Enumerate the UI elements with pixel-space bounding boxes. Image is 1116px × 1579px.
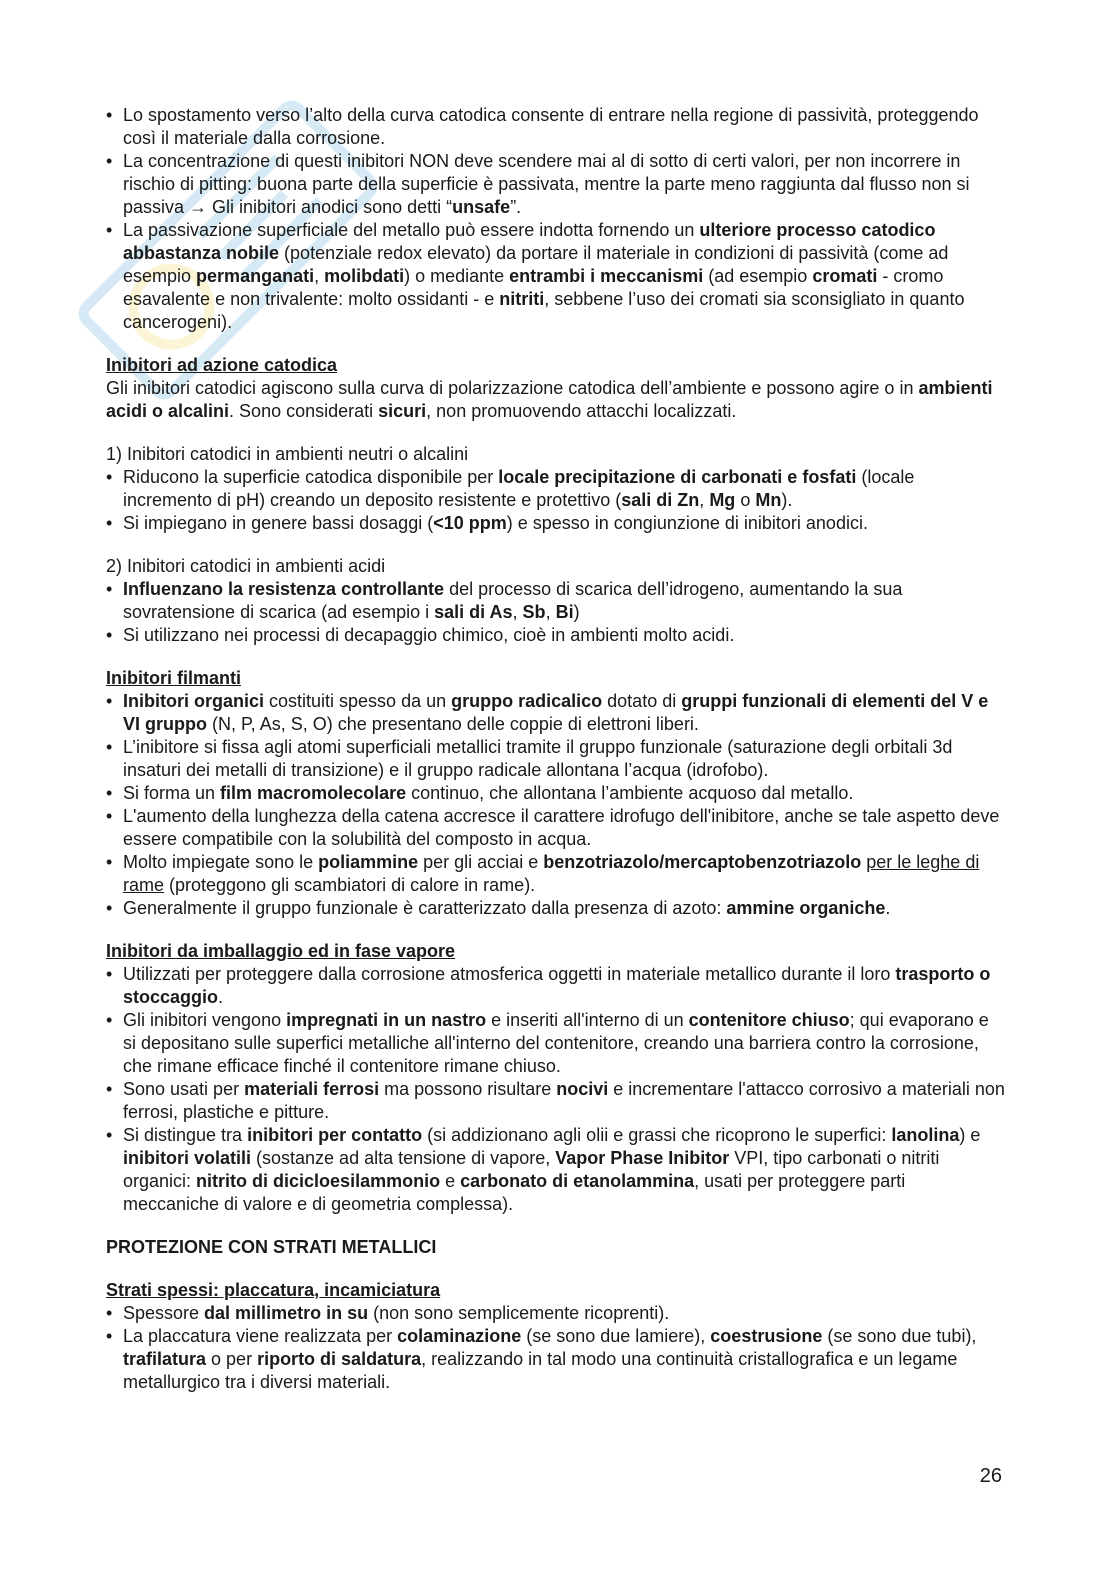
bold-text: sali di As xyxy=(434,602,513,622)
text-run: ) e spesso in congiunzione di inibitori anodici. xyxy=(506,513,868,533)
section-heading: Strati spessi: placcatura, incamiciatura xyxy=(106,1280,441,1300)
text-run: Riducono la superficie catodica disponibile per xyxy=(123,467,499,487)
text-run: ma possono risultare xyxy=(379,1079,557,1099)
text-run: ) e xyxy=(959,1125,981,1145)
bold-text: nocivi xyxy=(556,1079,609,1099)
bullet-list xyxy=(106,690,1006,920)
text-run: , xyxy=(545,602,556,622)
text-run: Molto impiegate sono le xyxy=(123,852,319,872)
section-heading: Inibitori ad azione catodica xyxy=(106,355,338,375)
text-run: Generalmente il gruppo funzionale è caratterizzato dalla presenza di azoto: xyxy=(123,898,727,918)
spacer xyxy=(106,423,1006,443)
bold-text: sicuri xyxy=(378,401,427,421)
underlined-text: per le leghe di rame xyxy=(123,852,980,895)
bold-text: locale precipitazione di carbonati e fosfati xyxy=(498,467,857,487)
text-run: dotato di xyxy=(602,691,682,711)
text-run: , xyxy=(314,266,325,286)
text-run: Lo spostamento verso l’alto della curva catodica consente di entrare nella regione di passività, proteggendo così il materiale dalla corrosione. xyxy=(123,105,979,148)
text-run: - cromo esavalente e non trivalente: molto ossidanti - e xyxy=(123,266,944,309)
text-run: , sebbene l’uso dei cromati sia sconsigliato in quanto cancerogeni). xyxy=(123,289,965,332)
text-run: (sostanze ad alta tensione di vapore, xyxy=(251,1148,556,1168)
bullet-item xyxy=(106,1009,1006,1078)
text-run: per gli acciai e xyxy=(418,852,544,872)
bold-text: Mn xyxy=(755,490,782,510)
bullet-list xyxy=(106,578,1006,647)
bold-text: ulteriore processo catodico abbastanza nobile xyxy=(123,220,936,263)
text-run: e inseriti all'interno di un xyxy=(486,1010,689,1030)
bold-text: poliammine xyxy=(318,852,419,872)
bold-text: film macromolecolare xyxy=(220,783,407,803)
bullet-item xyxy=(106,512,1006,535)
text-run: . Sono considerati xyxy=(229,401,379,421)
bold-text: unsafe xyxy=(452,197,511,217)
text-run: Sono usati per xyxy=(123,1079,245,1099)
bullet-item xyxy=(106,578,1006,624)
paragraph xyxy=(106,555,1006,578)
bold-text: ammine organiche xyxy=(726,898,886,918)
text-run: o xyxy=(735,490,756,510)
bold-text: nitrito di dicicloesilammonio xyxy=(196,1171,441,1191)
text-run: VPI, tipo carbonati o nitriti organici: xyxy=(123,1148,940,1191)
bold-text: Vapor Phase Inibitor xyxy=(555,1148,730,1168)
bullet-list xyxy=(106,963,1006,1216)
bullet-item xyxy=(106,851,1006,897)
text-run: Si impiegano in genere bassi dosaggi ( xyxy=(123,513,434,533)
spacer xyxy=(106,647,1006,667)
bold-text: carbonato di etanolammina xyxy=(460,1171,695,1191)
text-run: del processo di scarica dell’idrogeno, aumentando la sua sovratensione di scarica (ad esempio i xyxy=(123,579,903,622)
text-run: Si distingue tra xyxy=(123,1125,248,1145)
bold-text: trafilatura xyxy=(123,1349,207,1369)
text-run: e incrementare l'attacco corrosivo a materiali non ferrosi, plastiche e pitture. xyxy=(123,1079,1005,1122)
text-run: Gli inibitori vengono xyxy=(123,1010,287,1030)
bold-text: coestrusione xyxy=(710,1326,823,1346)
bold-text: cromati xyxy=(812,266,878,286)
bullet-item xyxy=(106,1325,1006,1394)
page-number: 26 xyxy=(979,1465,1002,1487)
text-run: Spessore xyxy=(123,1303,205,1323)
bullet-item xyxy=(106,150,1006,219)
bold-text: sali di Zn xyxy=(621,490,700,510)
spacer xyxy=(106,1216,1006,1236)
chapter-title: PROTEZIONE CON STRATI METALLICI xyxy=(106,1237,437,1257)
text-run: ). xyxy=(781,490,793,510)
text-run: Si utilizzano nei processi di decapaggio chimico, cioè in ambienti molto acidi. xyxy=(123,625,735,645)
text-run: ) o mediante xyxy=(404,266,510,286)
text-run: Si forma un xyxy=(123,783,221,803)
text-run: costituiti spesso da un xyxy=(264,691,452,711)
spacer xyxy=(106,334,1006,354)
text-run: (se sono due tubi), xyxy=(822,1326,977,1346)
bullet-item xyxy=(106,219,1006,334)
text-run: , usati per proteggere parti meccaniche di valore e di geometria complessa). xyxy=(123,1171,906,1214)
bold-text: Mg xyxy=(709,490,736,510)
text-run: continuo, che allontana l’ambiente acquoso dal metallo. xyxy=(406,783,854,803)
bullet-list xyxy=(106,1302,1006,1394)
text-run: ; qui evaporano e si depositano sulle superfici metalliche all'interno del contenitore, creando una barriera contro la corrosione, che rimane efficace finché il contenitore rimane chiuso. xyxy=(123,1010,989,1076)
text-run: (ad esempio xyxy=(703,266,813,286)
text-run: (potenziale redox elevato) da portare il materiale in condizioni di passività (come ad esempio xyxy=(123,243,949,286)
bullet-item xyxy=(106,1124,1006,1216)
text-run: La passivazione superficiale del metallo può essere indotta fornendo un xyxy=(123,220,700,240)
text-run: La placcatura viene realizzata per xyxy=(123,1326,398,1346)
bold-text: benzotriazolo/mercaptobenzotriazolo xyxy=(543,852,862,872)
text-run: ”. xyxy=(510,197,522,217)
text-run: , xyxy=(512,602,523,622)
spacer xyxy=(106,535,1006,555)
text-run: L’inibitore si fissa agli atomi superficiali metallici tramite il gruppo funzionale (saturazione degli orbitali 3d insaturi dei metalli di transizione) e il gruppo radicale allontana l’acqua (idrofobo). xyxy=(123,737,953,780)
bullet-item xyxy=(106,1078,1006,1124)
text-run: , non promuovendo attacchi localizzati. xyxy=(426,401,737,421)
text-run: (N, P, As, S, O) che presentano delle coppie di elettroni liberi. xyxy=(207,714,699,734)
bold-text: Inibitori organici xyxy=(123,691,265,711)
bold-text: colaminazione xyxy=(397,1326,522,1346)
bold-text: inibitori volatili xyxy=(123,1148,252,1168)
bold-text: Bi xyxy=(555,602,574,622)
text-run: (non sono semplicemente ricoprenti). xyxy=(368,1303,670,1323)
bullet-item xyxy=(106,624,1006,647)
bullet-item xyxy=(106,963,1006,1009)
document-page xyxy=(106,104,1006,1394)
text-run: (proteggono gli scambiatori di calore in rame). xyxy=(164,875,536,895)
bullet-item xyxy=(106,104,1006,150)
bold-text: gruppi funzionali di elementi del V e VI gruppo xyxy=(123,691,989,734)
text-run: (locale incremento di pH) creando un deposito resistente e protettivo ( xyxy=(123,467,915,510)
bold-text: ambienti acidi o alcalini xyxy=(106,378,993,421)
text-run: Utilizzati per proteggere dalla corrosione atmosferica oggetti in materiale metallico durante il loro xyxy=(123,964,896,984)
text-run: (si addizionano agli olii e grassi che ricoprono le superfici: xyxy=(422,1125,892,1145)
text-run: Gli inibitori catodici agiscono sulla curva di polarizzazione catodica dell’ambiente e possono agire o in xyxy=(106,378,919,398)
paragraph xyxy=(106,377,1006,423)
text-run: . xyxy=(885,898,891,918)
bold-text: riporto di saldatura xyxy=(257,1349,422,1369)
bullet-item xyxy=(106,805,1006,851)
text-run: , realizzando in tal modo una continuità cristallografica e un legame metallurgico tra i diversi materiali. xyxy=(123,1349,958,1392)
bullet-item xyxy=(106,1302,1006,1325)
text-run: 2) Inibitori catodici in ambienti acidi xyxy=(106,556,386,576)
text-run: , xyxy=(699,490,710,510)
text-run: (se sono due lamiere), xyxy=(521,1326,711,1346)
section-heading: Inibitori da imballaggio ed in fase vapore xyxy=(106,941,456,961)
text-run: e xyxy=(440,1171,461,1191)
bold-text: molibdati xyxy=(324,266,405,286)
bold-text: nitriti xyxy=(499,289,545,309)
text-run: o per xyxy=(206,1349,258,1369)
bold-text: gruppo radicalico xyxy=(451,691,603,711)
bullet-item xyxy=(106,690,1006,736)
bullet-item xyxy=(106,897,1006,920)
bold-text: trasporto o stoccaggio xyxy=(123,964,991,1007)
bold-text: permanganati xyxy=(196,266,315,286)
text-run: L'aumento della lunghezza della catena accresce il carattere idrofugo dell'inibitore, anche se tale aspetto deve essere compatibile con la solubilità del composto in acqua. xyxy=(123,806,1000,849)
spacer xyxy=(106,920,1006,940)
bullet-list xyxy=(106,104,1006,334)
section-heading: Inibitori filmanti xyxy=(106,668,241,688)
bold-text: contenitore chiuso xyxy=(688,1010,850,1030)
bold-text: dal millimetro in su xyxy=(204,1303,369,1323)
bold-text: lanolina xyxy=(891,1125,960,1145)
bold-text: impregnati in un nastro xyxy=(286,1010,487,1030)
bullet-item xyxy=(106,736,1006,782)
bullet-item xyxy=(106,782,1006,805)
bold-text: Influenzano la resistenza controllante xyxy=(123,579,445,599)
text-run: ) xyxy=(573,602,580,622)
bold-text: inibitori per contatto xyxy=(247,1125,423,1145)
text-run: . xyxy=(218,987,224,1007)
paragraph xyxy=(106,443,1006,466)
bold-text: Sb xyxy=(522,602,546,622)
bold-text: entrambi i meccanismi xyxy=(509,266,704,286)
text-run: La concentrazione di questi inibitori NON deve scendere mai al di sotto di certi valori, per non incorrere in rischio di pitting: buona parte della superficie è passivata, mentre la parte meno raggiunta dal flusso non si passiva → Gli inibitori anodici sono detti “ xyxy=(123,151,970,217)
spacer xyxy=(106,1259,1006,1279)
bullet-item xyxy=(106,466,1006,512)
bold-text: <10 ppm xyxy=(433,513,507,533)
text-run: 1) Inibitori catodici in ambienti neutri o alcalini xyxy=(106,444,469,464)
bold-text: materiali ferrosi xyxy=(244,1079,380,1099)
bullet-list xyxy=(106,466,1006,535)
